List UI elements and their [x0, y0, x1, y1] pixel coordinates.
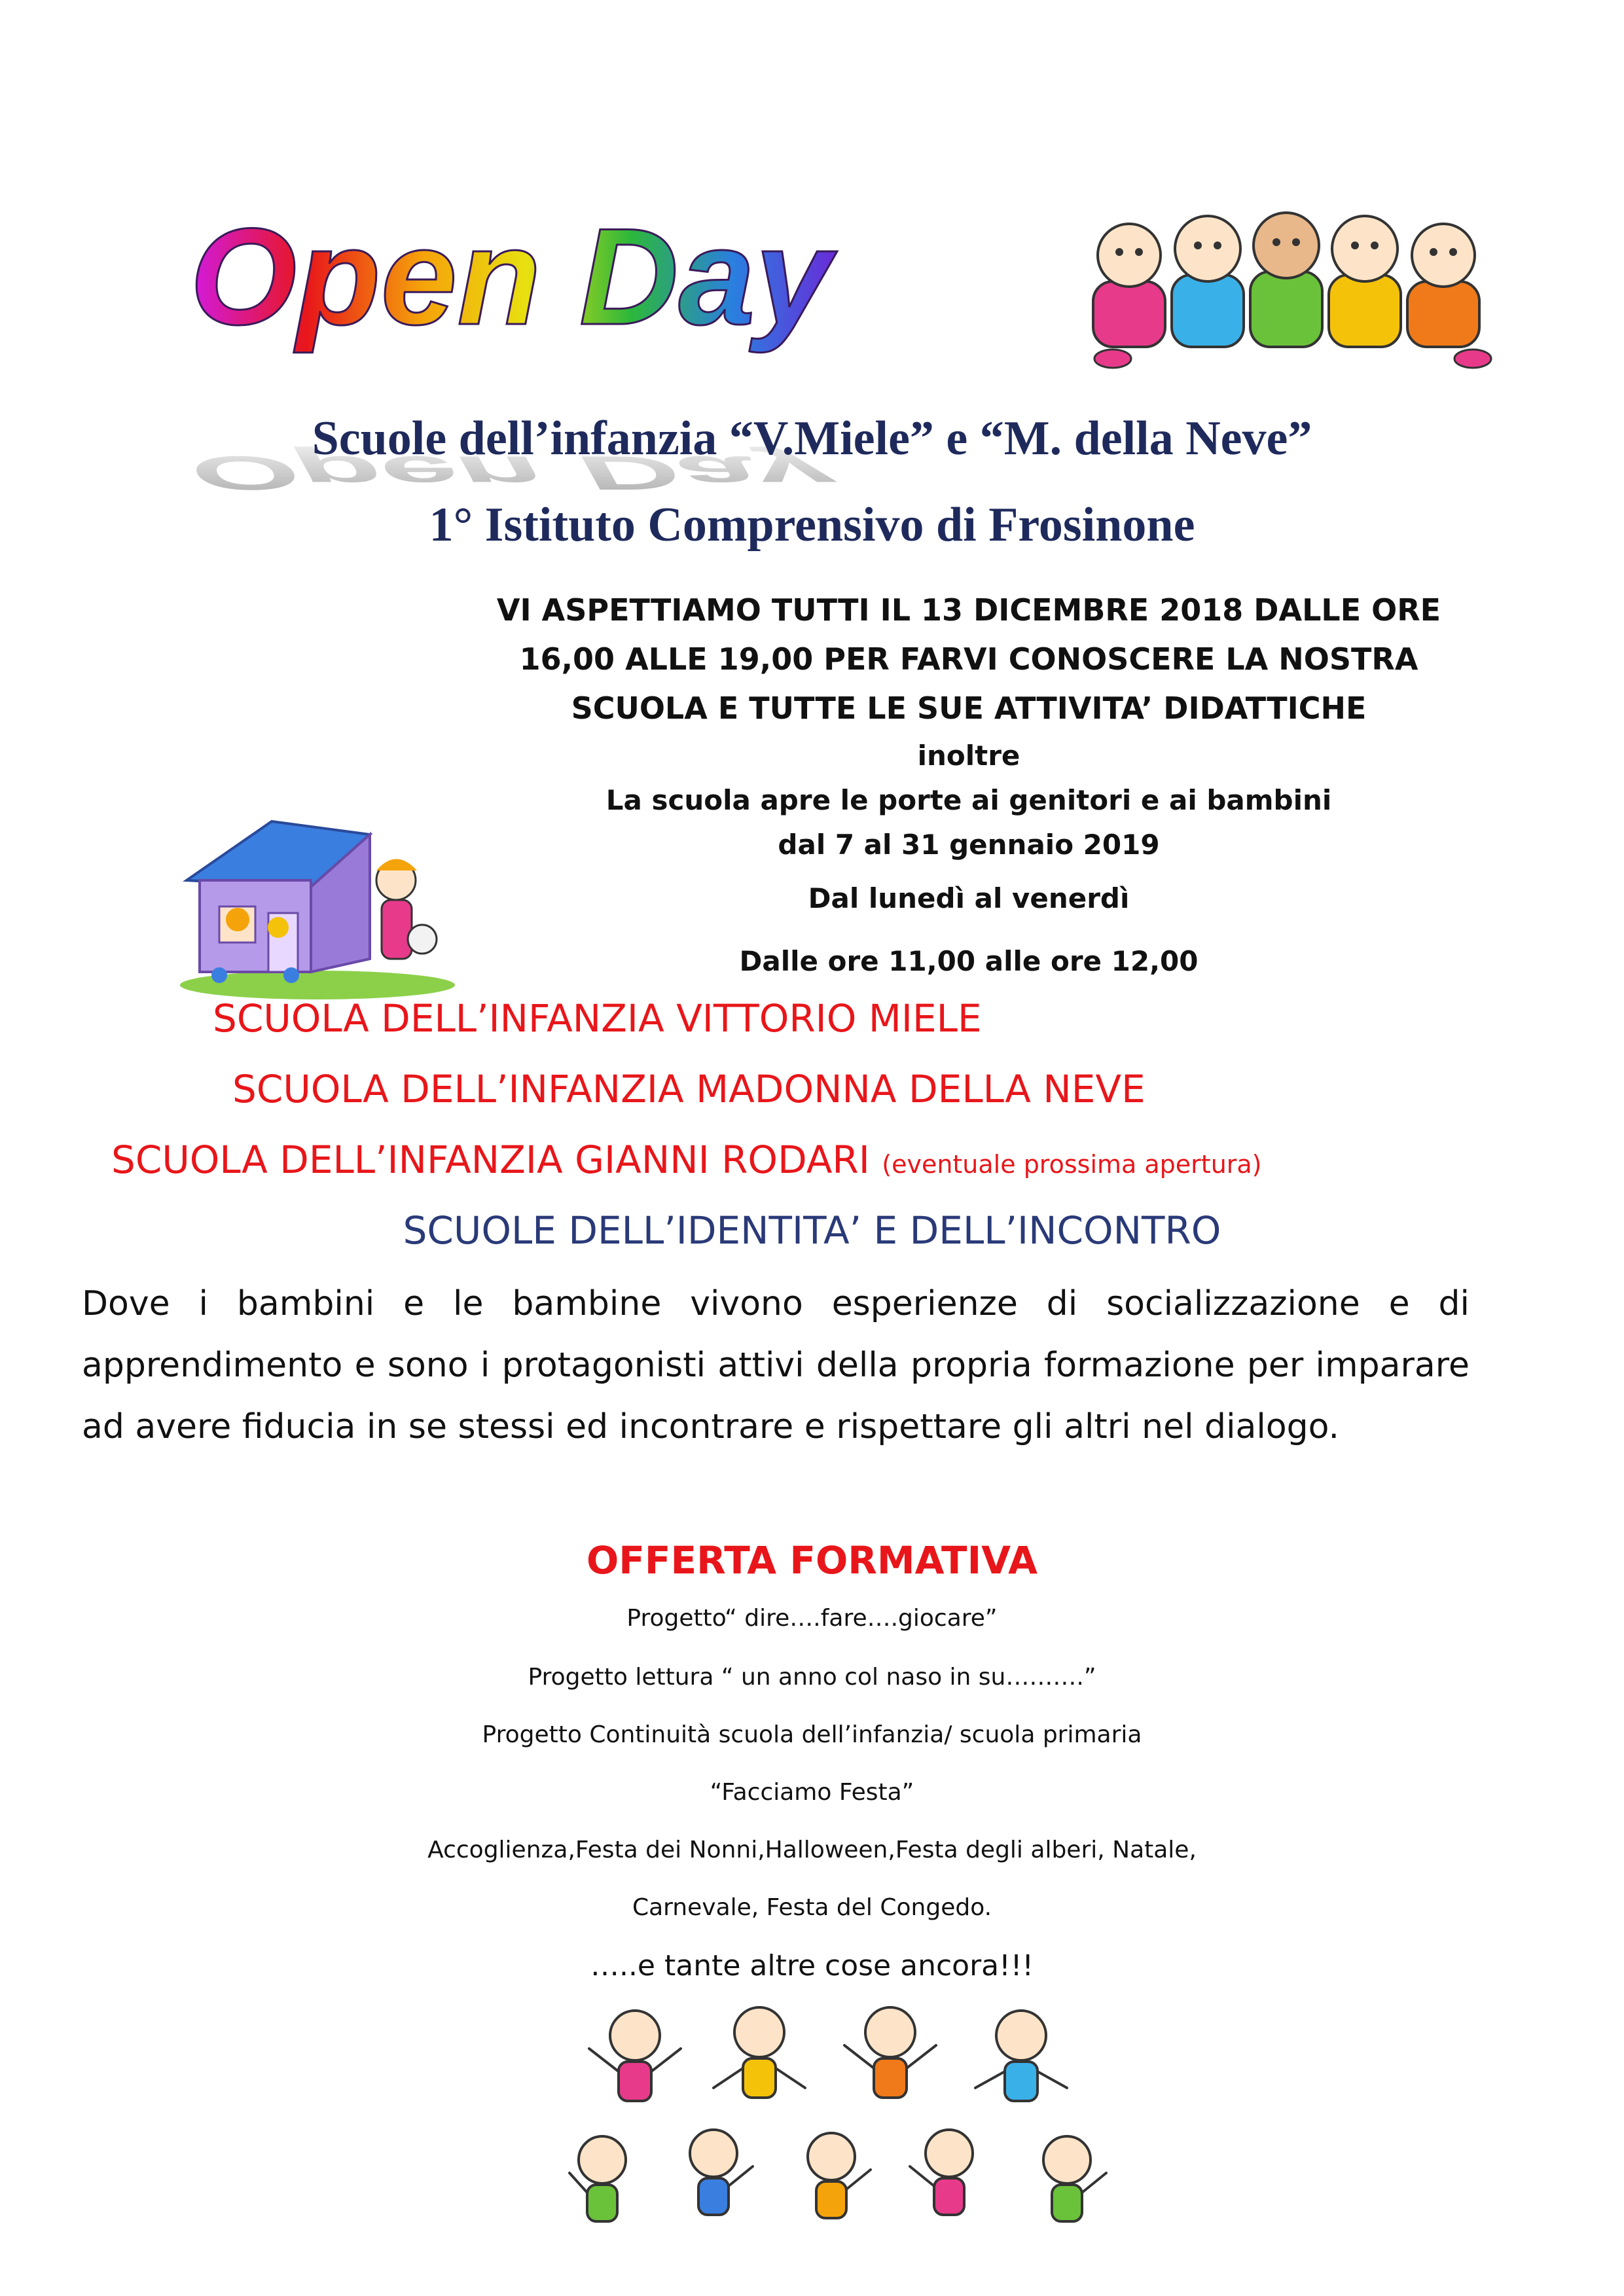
offer-item: Progetto Continuità scuola dell’infanzia/ scuola primaria: [482, 1721, 1142, 1748]
info-line-3: SCUOLA E TUTTE LE SUE ATTIVITA’ DIDATTICHE: [571, 691, 1367, 726]
school-gianni-rodari-note: (eventuale prossima apertura): [882, 1150, 1262, 1179]
offer-item: Accoglienza,Festa dei Nonni,Halloween,Festa degli alberi, Natale,: [427, 1837, 1197, 1863]
schools-motto: SCUOLE DELL’IDENTITA’ E DELL’INCONTRO: [403, 1208, 1221, 1253]
school-madonna-della-neve: SCUOLA DELL’INFANZIA MADONNA DELLA NEVE: [232, 1067, 1146, 1111]
offer-item: “Facciamo Festa”: [710, 1779, 914, 1806]
offer-item: Carnevale, Festa del Congedo.: [632, 1894, 992, 1921]
info-line-2: 16,00 ALLE 19,00 PER FARVI CONOSCERE LA NOSTRA: [519, 641, 1418, 677]
school-gianni-rodari-name: SCUOLA DELL’INFANZIA GIANNI RODARI: [111, 1138, 870, 1182]
school-title-line2: 1° Istituto Comprensivo di Frosinone: [429, 498, 1195, 552]
closing-line: …..e tante altre cose ancora!!!: [590, 1949, 1034, 1982]
info-line-8: Dalle ore 11,00 alle ore 12,00: [739, 945, 1199, 977]
open-day-shadow: Open Day: [190, 446, 832, 500]
info-line-1: VI ASPETTIAMO TUTTI IL 13 DICEMBRE 2018 DALLE ORE: [496, 592, 1441, 628]
info-line-5: La scuola apre le porte ai genitori e ai bambini: [605, 784, 1332, 816]
info-line-7: Dal lunedì al venerdì: [808, 882, 1130, 914]
info-line-4: inoltre: [917, 740, 1020, 772]
school-vittorio-miele: SCUOLA DELL’INFANZIA VITTORIO MIELE: [213, 996, 982, 1041]
info-line-6: dal 7 al 31 gennaio 2019: [778, 829, 1160, 861]
offer-item: Progetto“ dire….fare….giocare”: [626, 1605, 998, 1632]
description-paragraph: Dove i bambini e le bambine vivono esperienze di socializzazione e di apprendimento e sono i protagonisti attivi della propria formazione per imparare ad avere fiducia in se stessi ed incontrare e rispettare gli altri nel dialogo.: [82, 1284, 1470, 1446]
jumping-children-illustration: [563, 1996, 1113, 2251]
school-title-line1: Scuole dell’infanzia “V.Miele” e “M. della Neve”: [312, 412, 1312, 465]
playhouse-illustration: [173, 808, 461, 998]
cartoon-children-illustration: [1074, 209, 1499, 373]
offer-item: Progetto lettura “ un anno col naso in su……….”: [528, 1664, 1096, 1691]
offer-title: OFFERTA FORMATIVA: [586, 1538, 1038, 1583]
school-gianni-rodari: [111, 1138, 1262, 1182]
open-day-title: Open Day: [190, 200, 832, 353]
